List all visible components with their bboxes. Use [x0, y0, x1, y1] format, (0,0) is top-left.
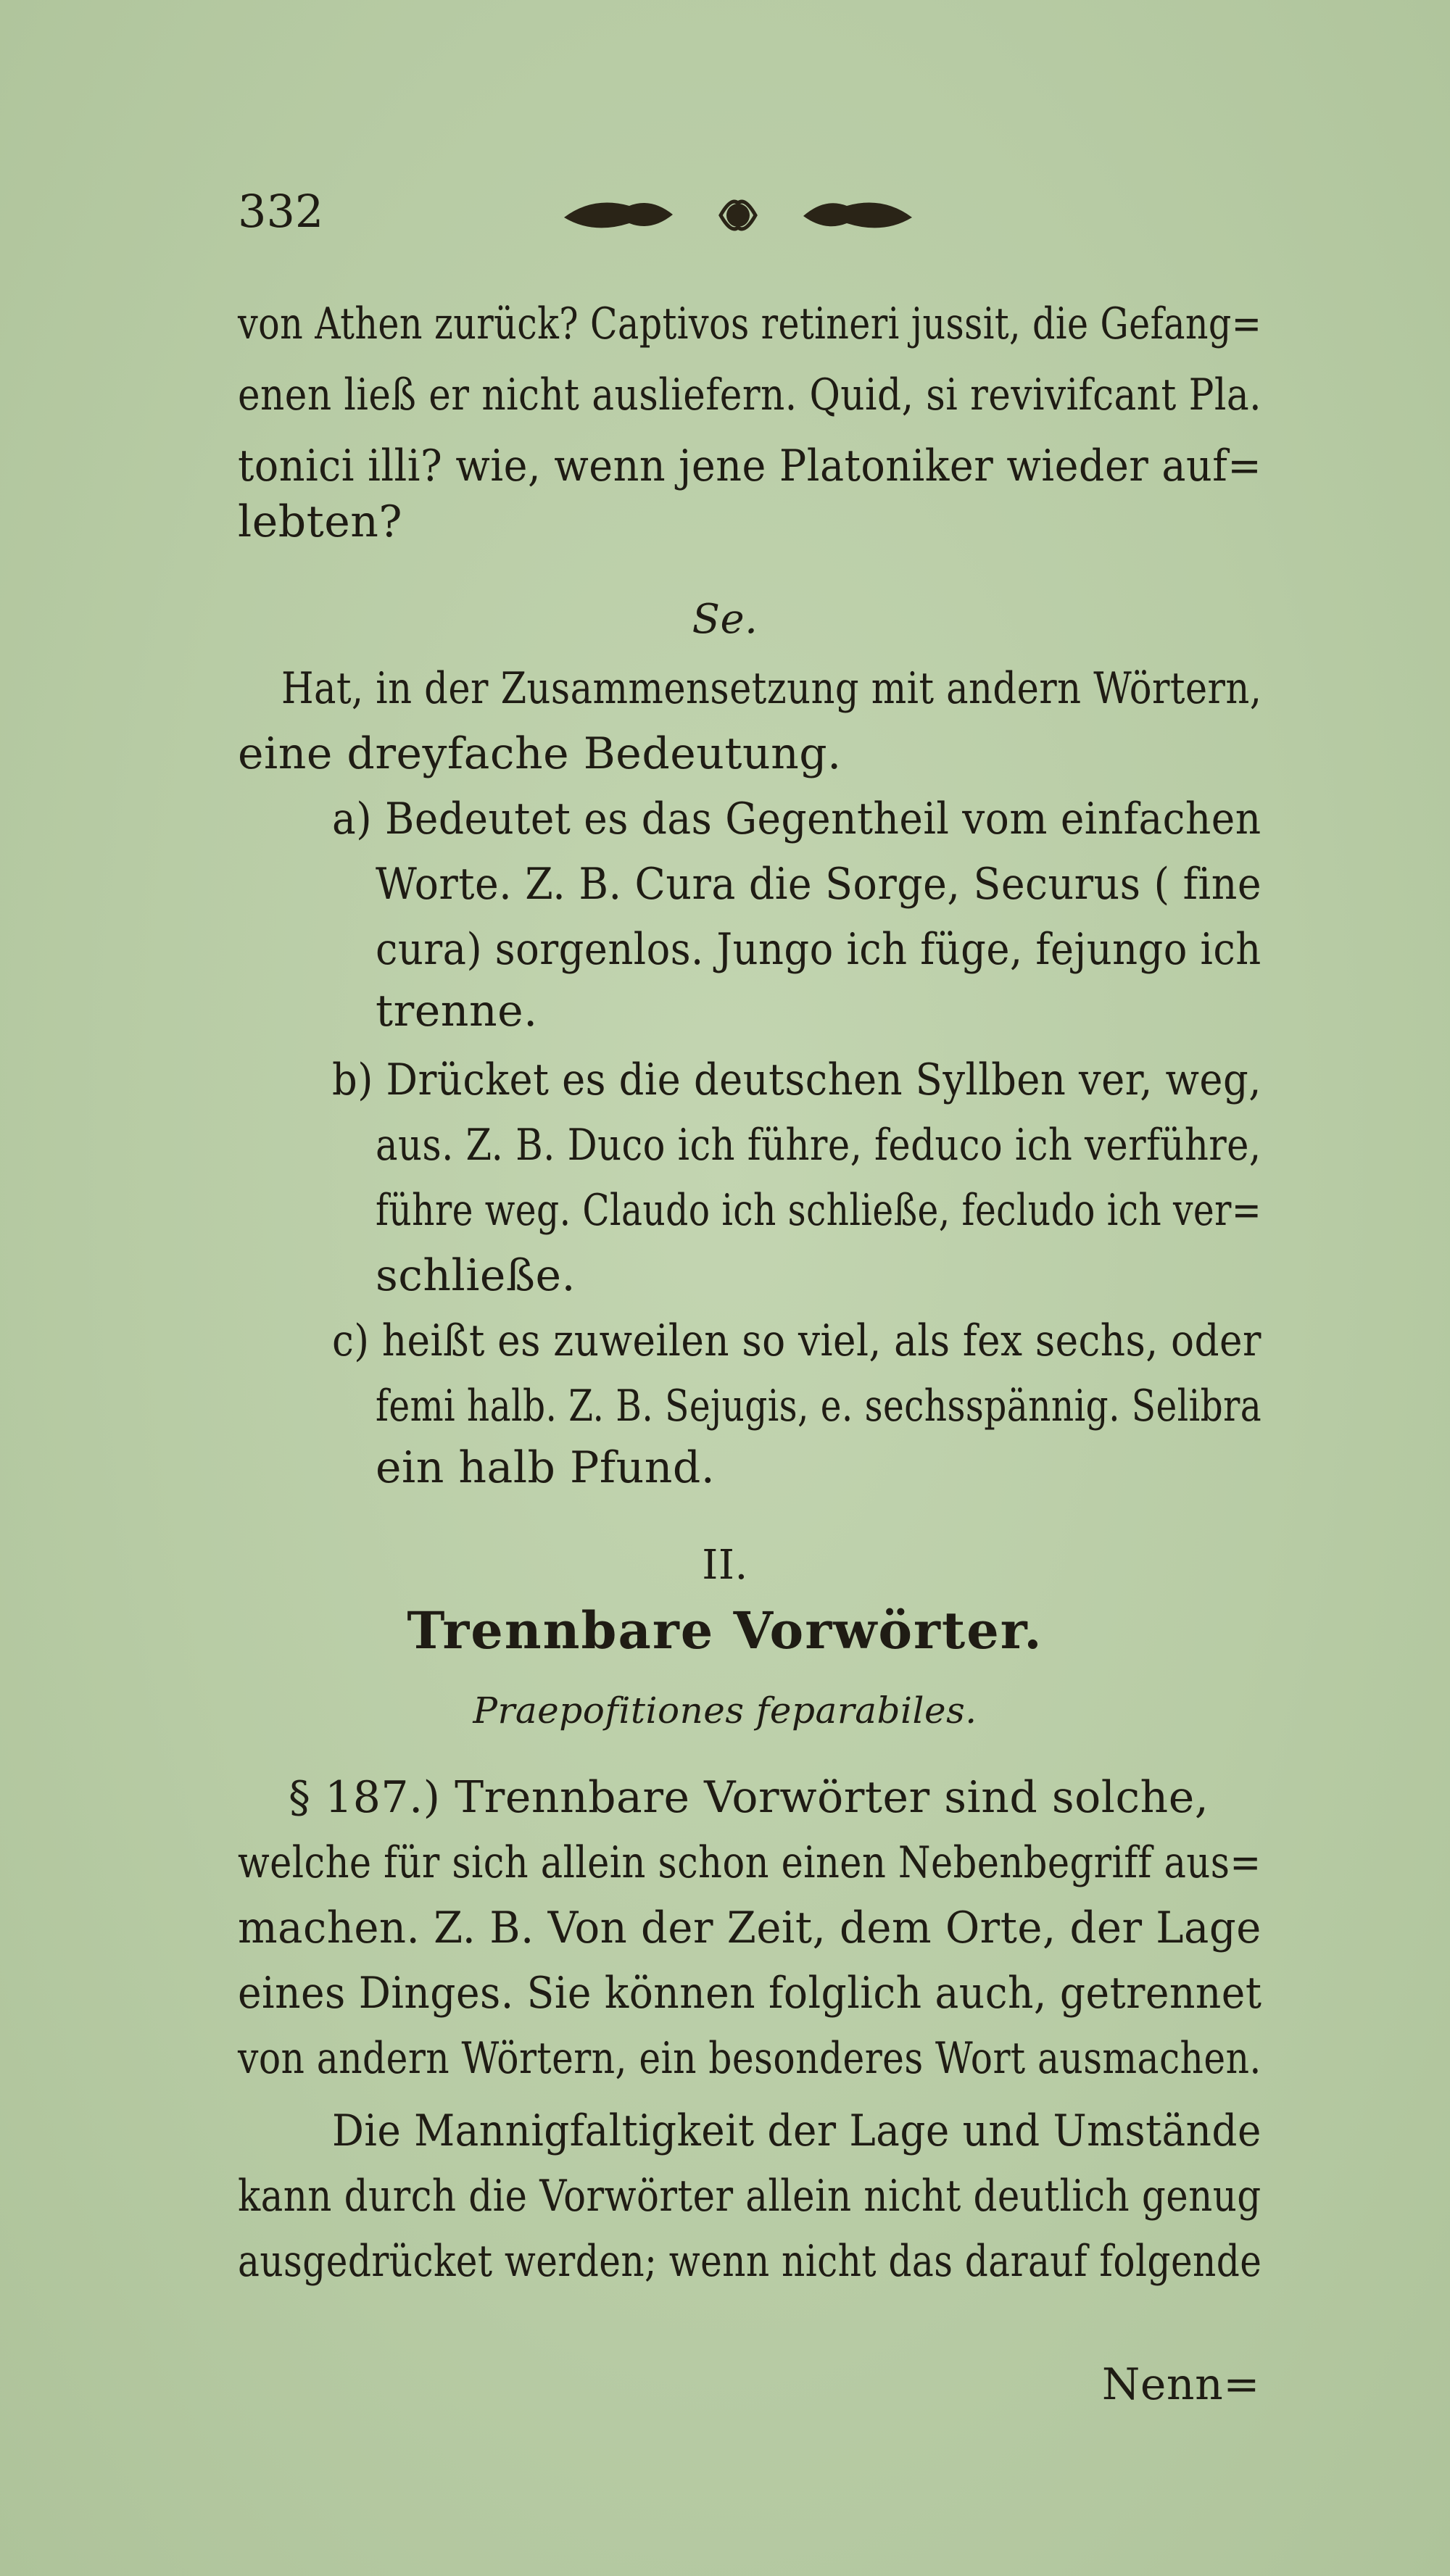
list-item-c: c) heißt es zuweilen so viel, als fex sechs, oder: [332, 1316, 1262, 1366]
catchword: Nenn=: [1101, 2359, 1260, 2410]
text-line: eine dreyfache Bedeutung.: [238, 728, 842, 779]
text-line: welche für sich allein schon einen Nebenbegriff aus=: [238, 1837, 1262, 1888]
se-heading: Se.: [692, 596, 758, 643]
section-number: II.: [702, 1542, 748, 1589]
header-ornament: [550, 190, 927, 241]
text-line: trenne.: [376, 986, 538, 1036]
text-line: tonici illi? wie, wenn jene Platoniker wieder auf=: [238, 441, 1262, 491]
page-number: 332: [238, 185, 324, 238]
text-line: § 187.) Trennbare Vorwörter sind solche,: [289, 1772, 1209, 1823]
section-title: Trennbare Vorwörter.: [407, 1600, 1043, 1661]
list-item-a: a) Bedeutet es das Gegentheil vom einfachen: [332, 794, 1262, 844]
text-line: Die Mannigfaltigkeit der Lage und Umstände: [332, 2106, 1262, 2156]
text-line: machen. Z. B. Von der Zeit, dem Orte, der Lage: [238, 1903, 1262, 1953]
text-line: von andern Wörtern, ein besonderes Wort ausmachen.: [238, 2033, 1262, 2084]
section-subtitle: Praepofitiones feparabiles.: [473, 1690, 977, 1732]
text-line: Worte. Z. B. Cura die Sorge, Securus ( fine: [376, 859, 1262, 910]
text-line: schließe.: [376, 1250, 576, 1301]
text-line: kann durch die Vorwörter allein nicht deutlich genug: [238, 2171, 1262, 2222]
text-line: ein halb Pfund.: [376, 1442, 716, 1493]
text-line: aus. Z. B. Duco ich führe, feduco ich verführe,: [376, 1120, 1262, 1171]
text-line: lebten?: [238, 496, 403, 547]
text-line: von Athen zurück? Captivos retineri jussit, die Gefang=: [238, 299, 1262, 349]
text-line: ausgedrücket werden; wenn nicht das darauf folgende: [238, 2236, 1262, 2287]
text-line: enen ließ er nicht ausliefern. Quid, si revivifcant Pla.: [238, 370, 1262, 420]
text-line: eines Dinges. Sie können folglich auch, getrennet: [238, 1968, 1262, 2019]
text-line: cura) sorgenlos. Jungo ich füge, fejungo ich: [376, 924, 1262, 975]
text-line: führe weg. Claudo ich schließe, fecludo ich ver=: [376, 1185, 1262, 1236]
text-line: Hat, in der Zusammensetzung mit andern Wörtern,: [281, 663, 1262, 714]
list-item-b: b) Drücket es die deutschen Syllben ver, weg,: [332, 1055, 1262, 1105]
text-line: femi halb. Z. B. Sejugis, e. sechsspännig. Selibra: [376, 1381, 1262, 1432]
